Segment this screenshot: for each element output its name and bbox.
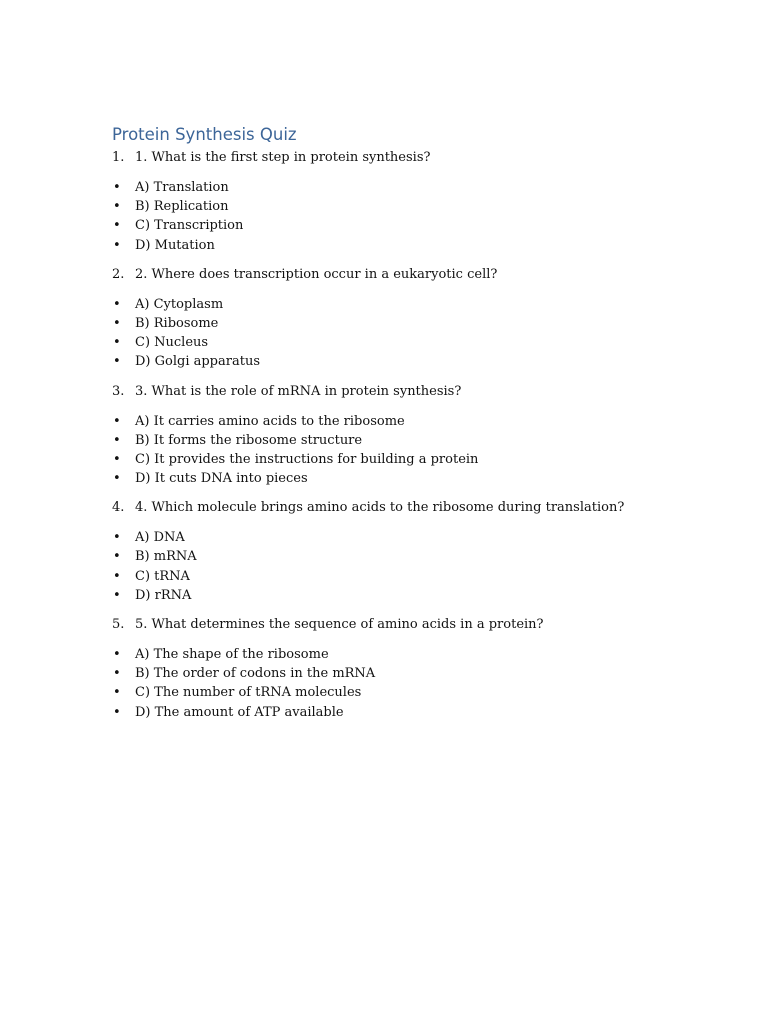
bullet-icon: • [113,471,121,487]
bullet-icon: • [113,237,121,253]
option-text: C) Nucleus [135,335,209,351]
option-text: D) Golgi apparatus [135,354,260,370]
bullet-icon: • [113,530,121,546]
option-item [112,664,732,683]
quiz-list [112,148,732,732]
option-item [112,567,732,586]
option-item [112,333,732,352]
option-text: B) Replication [135,199,229,215]
question-text: 2. Where does transcription occur in a eukaryotic cell? [135,266,498,282]
options-list [112,178,732,255]
bullet-icon: • [113,180,121,195]
bullet-icon: • [113,685,121,701]
bullet-icon: • [113,704,121,720]
question-line [112,382,732,402]
question-line [112,615,732,635]
question-text: 3. What is the role of mRNA in protein synthesis? [135,383,462,399]
bullet-icon: • [113,315,121,331]
bullet-icon: • [113,413,121,429]
bullet-icon: • [113,451,121,467]
bullet-icon: • [113,647,121,662]
bullet-icon: • [113,549,121,565]
option-item [112,703,732,722]
question-5 [112,615,732,722]
question-2 [112,265,732,372]
question-1 [112,148,732,255]
question-text: 4. Which molecule brings amino acids to the ribosome during translation? [135,500,625,516]
option-text: C) It provides the instructions for building a protein [135,451,479,467]
question-4 [112,498,732,605]
question-number: 4. [112,500,125,516]
option-item [112,352,732,371]
options-list [112,528,732,605]
question-number: 3. [112,383,125,399]
option-item [112,528,732,547]
option-item [112,216,732,235]
option-item [112,469,732,488]
option-text: C) tRNA [135,568,190,584]
bullet-icon: • [113,199,121,215]
option-text: B) Ribosome [135,315,219,331]
options-list [112,295,732,372]
option-item [112,450,732,469]
option-item [112,586,732,605]
question-line [112,148,732,168]
question-line [112,498,732,518]
option-text: B) mRNA [135,549,197,565]
bullet-icon: • [113,568,121,584]
option-text: B) The order of codons in the mRNA [135,666,376,682]
bullet-icon: • [113,218,121,234]
option-item [112,295,732,314]
document-title: Protein Synthesis Quiz [112,125,297,144]
bullet-icon: • [113,666,121,682]
question-3 [112,382,732,489]
option-item [112,197,732,216]
option-text: D) It cuts DNA into pieces [135,471,308,487]
options-list [112,412,732,489]
bullet-icon: • [113,432,121,448]
bullet-icon: • [113,335,121,351]
option-item [112,236,732,255]
option-item [112,412,732,431]
option-text: A) It carries amino acids to the ribosome [135,413,405,429]
question-line [112,265,732,285]
question-number: 1. [112,150,125,165]
option-item [112,314,732,333]
question-text: 1. What is the first step in protein synthesis? [135,150,431,165]
question-number: 2. [112,266,125,282]
option-text: D) Mutation [135,237,215,253]
bullet-icon: • [113,587,121,603]
option-text: A) The shape of the ribosome [135,647,329,662]
options-list [112,645,732,722]
option-text: A) DNA [135,530,185,546]
question-text: 5. What determines the sequence of amino acids in a protein? [135,617,544,632]
bullet-icon: • [113,296,121,312]
option-text: B) It forms the ribosome structure [135,432,363,448]
option-text: D) rRNA [135,587,192,603]
option-item [112,683,732,702]
option-text: A) Translation [135,180,229,195]
option-text: C) Transcription [135,218,244,234]
option-item [112,547,732,566]
option-text: C) The number of tRNA molecules [135,685,362,701]
option-item [112,431,732,450]
option-item [112,645,732,664]
option-text: A) Cytoplasm [135,296,224,312]
question-number: 5. [112,617,125,632]
option-text: D) The amount of ATP available [135,704,344,720]
bullet-icon: • [113,354,121,370]
option-item [112,178,732,197]
